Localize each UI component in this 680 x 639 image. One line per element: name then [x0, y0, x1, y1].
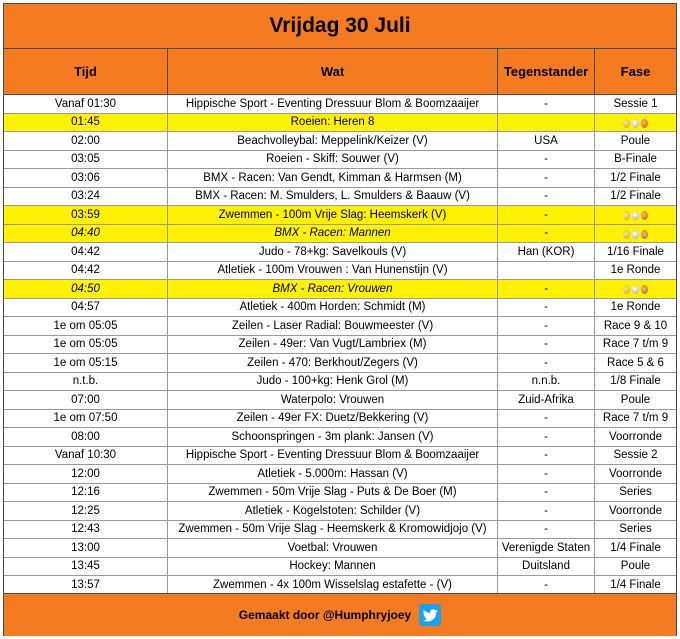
cell-tegenstander: -: [498, 521, 595, 539]
cell-tegenstander: -: [498, 280, 595, 298]
table-header: [4, 49, 676, 95]
cell-wat: Roeien: Heren 8: [168, 114, 498, 132]
cell-wat: BMX - Racen: Mannen: [168, 225, 498, 243]
cell-wat: Voetbal: Vrouwen: [168, 539, 498, 557]
header-wat: Wat: [168, 49, 498, 94]
cell-tegenstander: -: [498, 206, 595, 224]
cell-tijd: 1e om 07:50: [4, 410, 168, 428]
cell-tegenstander: -: [498, 484, 595, 502]
cell-fase: [595, 225, 676, 243]
cell-tijd: 12:16: [4, 484, 168, 502]
cell-wat: Zeilen - 49er: Van Vugt/Lambriex (M): [168, 336, 498, 354]
cell-wat: Hippische Sport - Eventing Dressuur Blom & Boomzaaijer: [168, 447, 498, 465]
cell-tijd: 13:00: [4, 539, 168, 557]
footer: [4, 593, 676, 636]
table-row: [4, 391, 676, 410]
cell-tegenstander: Verenigde Staten: [498, 539, 595, 557]
cell-fase: Poule: [620, 134, 651, 147]
cell-tegenstander: n.n.b.: [498, 373, 595, 391]
cell-wat: Atletiek - Kogelstoten: Schilder (V): [168, 502, 498, 520]
cell-tegenstander: -: [498, 428, 595, 446]
cell-tegenstander: -: [498, 151, 595, 169]
cell-fase: Sessie 1: [613, 97, 658, 110]
cell-fase: Race 7 t/m 9: [602, 338, 669, 351]
cell-fase: Race 7 t/m 9: [602, 412, 669, 425]
cell-tegenstander: USA: [498, 132, 595, 150]
cell-tijd: 03:24: [4, 188, 168, 206]
cell-fase: 1e Ronde: [610, 264, 661, 277]
cell-tijd: 07:00: [4, 391, 168, 409]
cell-fase: Series: [619, 523, 652, 536]
cell-fase: B-Finale: [614, 153, 657, 166]
cell-tegenstander: -: [498, 502, 595, 520]
cell-tegenstander: -: [498, 225, 595, 243]
cell-fase: 1/2 Finale: [610, 171, 661, 184]
cell-wat: Beachvolleybal: Meppelink/Keizer (V): [168, 132, 498, 150]
medal-icon: [622, 228, 649, 239]
cell-wat: Zeilen - 470: Berkhout/Zegers (V): [168, 354, 498, 372]
table-row: [4, 465, 676, 484]
cell-fase: Sessie 2: [613, 449, 658, 462]
cell-tijd: 08:00: [4, 428, 168, 446]
cell-tijd: 12:43: [4, 521, 168, 539]
cell-fase: Poule: [620, 560, 651, 573]
cell-tegenstander: -: [498, 354, 595, 372]
cell-tegenstander: -: [498, 576, 595, 594]
cell-tijd: 02:00: [4, 132, 168, 150]
cell-tijd: Vanaf 10:30: [4, 447, 168, 465]
schedule-table: [3, 3, 677, 636]
cell-tegenstander: -: [498, 447, 595, 465]
cell-tijd: 04:42: [4, 262, 168, 280]
cell-wat: Roeien - Skiff: Souwer (V): [168, 151, 498, 169]
cell-tijd: 12:00: [4, 465, 168, 483]
medal-icon: [622, 283, 649, 294]
cell-tijd: 03:05: [4, 151, 168, 169]
cell-tegenstander: [498, 114, 595, 132]
cell-tijd: 12:25: [4, 502, 168, 520]
cell-tegenstander: -: [498, 317, 595, 335]
cell-fase: 1e Ronde: [610, 301, 661, 314]
table-row: [4, 502, 676, 521]
cell-fase: 1/16 Finale: [607, 245, 664, 258]
medal-icon: [622, 117, 649, 128]
cell-tegenstander: -: [498, 188, 595, 206]
table-row: [4, 317, 676, 336]
table-row: [4, 521, 676, 540]
cell-fase: [595, 114, 676, 132]
cell-fase: Race 5 & 6: [607, 356, 664, 369]
cell-wat: Waterpolo: Vrouwen: [168, 391, 498, 409]
cell-fase: Series: [619, 486, 652, 499]
cell-wat: Atletiek - 100m Vrouwen : Van Hunenstijn (V): [168, 262, 498, 280]
cell-wat: Zwemmen - 100m Vrije Slag: Heemskerk (V): [168, 206, 498, 224]
cell-tegenstander: -: [498, 336, 595, 354]
table-row: [4, 373, 676, 392]
cell-wat: BMX - Racen: M. Smulders, L. Smulders & Baauw (V): [168, 188, 498, 206]
table-row: [4, 114, 676, 133]
cell-wat: Schoonspringen - 3m plank: Jansen (V): [168, 428, 498, 446]
cell-tijd: n.t.b.: [4, 373, 168, 391]
table-row: [4, 539, 676, 558]
cell-fase: 1/4 Finale: [610, 541, 661, 554]
cell-tegenstander: -: [498, 465, 595, 483]
cell-wat: Zwemmen - 50m Vrije Slag - Puts & De Boer (M): [168, 484, 498, 502]
table-row: [4, 576, 676, 595]
table-row: [4, 447, 676, 466]
cell-fase: 1/8 Finale: [610, 375, 661, 388]
cell-tegenstander: Zuid-Afrika: [498, 391, 595, 409]
table-row: [4, 410, 676, 429]
cell-fase: Voorronde: [608, 504, 663, 517]
cell-tijd: 03:59: [4, 206, 168, 224]
table-row: [4, 206, 676, 225]
cell-wat: Atletiek - 400m Horden: Schmidt (M): [168, 299, 498, 317]
twitter-icon[interactable]: [419, 604, 441, 626]
table-row: [4, 280, 676, 299]
table-row: [4, 336, 676, 355]
cell-fase: [595, 280, 676, 298]
cell-tijd: 1e om 05:15: [4, 354, 168, 372]
cell-wat: Zwemmen - 4x 100m Wisselslag estafette - (V): [168, 576, 498, 594]
table-row: [4, 428, 676, 447]
cell-tijd: 04:50: [4, 280, 168, 298]
cell-fase: [595, 206, 676, 224]
cell-tijd: 04:57: [4, 299, 168, 317]
cell-wat: Zeilen - Laser Radial: Bouwmeester (V): [168, 317, 498, 335]
cell-tijd: 03:06: [4, 169, 168, 187]
medal-icon: [622, 209, 649, 220]
table-row: [4, 484, 676, 503]
cell-tijd: 13:57: [4, 576, 168, 594]
cell-fase: 1/2 Finale: [610, 190, 661, 203]
table-row: [4, 151, 676, 170]
cell-tijd: 04:42: [4, 243, 168, 261]
cell-wat: Hockey: Mannen: [168, 558, 498, 576]
cell-tijd: 1e om 05:05: [4, 336, 168, 354]
cell-wat: Zwemmen - 50m Vrije Slag - Heemskerk & Kromowidjojo (V): [168, 521, 498, 539]
cell-tegenstander: -: [498, 299, 595, 317]
table-row: [4, 354, 676, 373]
cell-fase: Voorronde: [608, 430, 663, 443]
cell-fase: Race 9 & 10: [603, 319, 668, 332]
cell-tegenstander: Duitsland: [498, 558, 595, 576]
cell-wat: Zeilen - 49er FX: Duetz/Bekkering (V): [168, 410, 498, 428]
cell-tegenstander: -: [498, 95, 595, 113]
header-tegenstander: Tegenstander: [498, 49, 595, 94]
cell-wat: BMX - Racen: Van Gendt, Kimman & Harmsen (M): [168, 169, 498, 187]
table-row: [4, 262, 676, 281]
cell-fase: 1/4 Finale: [610, 578, 661, 591]
cell-wat: BMX - Racen: Vrouwen: [168, 280, 498, 298]
cell-wat: Judo - 100+kg: Henk Grol (M): [168, 373, 498, 391]
table-row: [4, 188, 676, 207]
cell-tijd: 1e om 05:05: [4, 317, 168, 335]
table-row: [4, 95, 676, 114]
cell-wat: Judo - 78+kg: Savelkouls (V): [168, 243, 498, 261]
table-row: [4, 299, 676, 318]
cell-fase: Poule: [620, 393, 651, 406]
cell-tijd: 04:40: [4, 225, 168, 243]
header-fase: Fase: [620, 64, 651, 79]
cell-tegenstander: [498, 262, 595, 280]
cell-tijd: 13:45: [4, 558, 168, 576]
header-tijd: Tijd: [4, 49, 168, 94]
cell-tegenstander: Han (KOR): [498, 243, 595, 261]
cell-tijd: Vanaf 01:30: [4, 95, 168, 113]
table-row: [4, 225, 676, 244]
cell-fase: Voorronde: [608, 467, 663, 480]
cell-wat: Atletiek - 5.000m: Hassan (V): [168, 465, 498, 483]
table-row: [4, 243, 676, 262]
table-row: [4, 558, 676, 577]
cell-tegenstander: -: [498, 169, 595, 187]
table-row: [4, 132, 676, 151]
page-title: Vrijdag 30 Juli: [4, 4, 676, 49]
footer-credit: Gemaakt door @Humphryjoey: [238, 608, 412, 622]
table-body: [4, 95, 676, 595]
cell-tegenstander: -: [498, 410, 595, 428]
table-row: [4, 169, 676, 188]
cell-tijd: 01:45: [4, 114, 168, 132]
cell-wat: Hippische Sport - Eventing Dressuur Blom & Boomzaaijer: [168, 95, 498, 113]
